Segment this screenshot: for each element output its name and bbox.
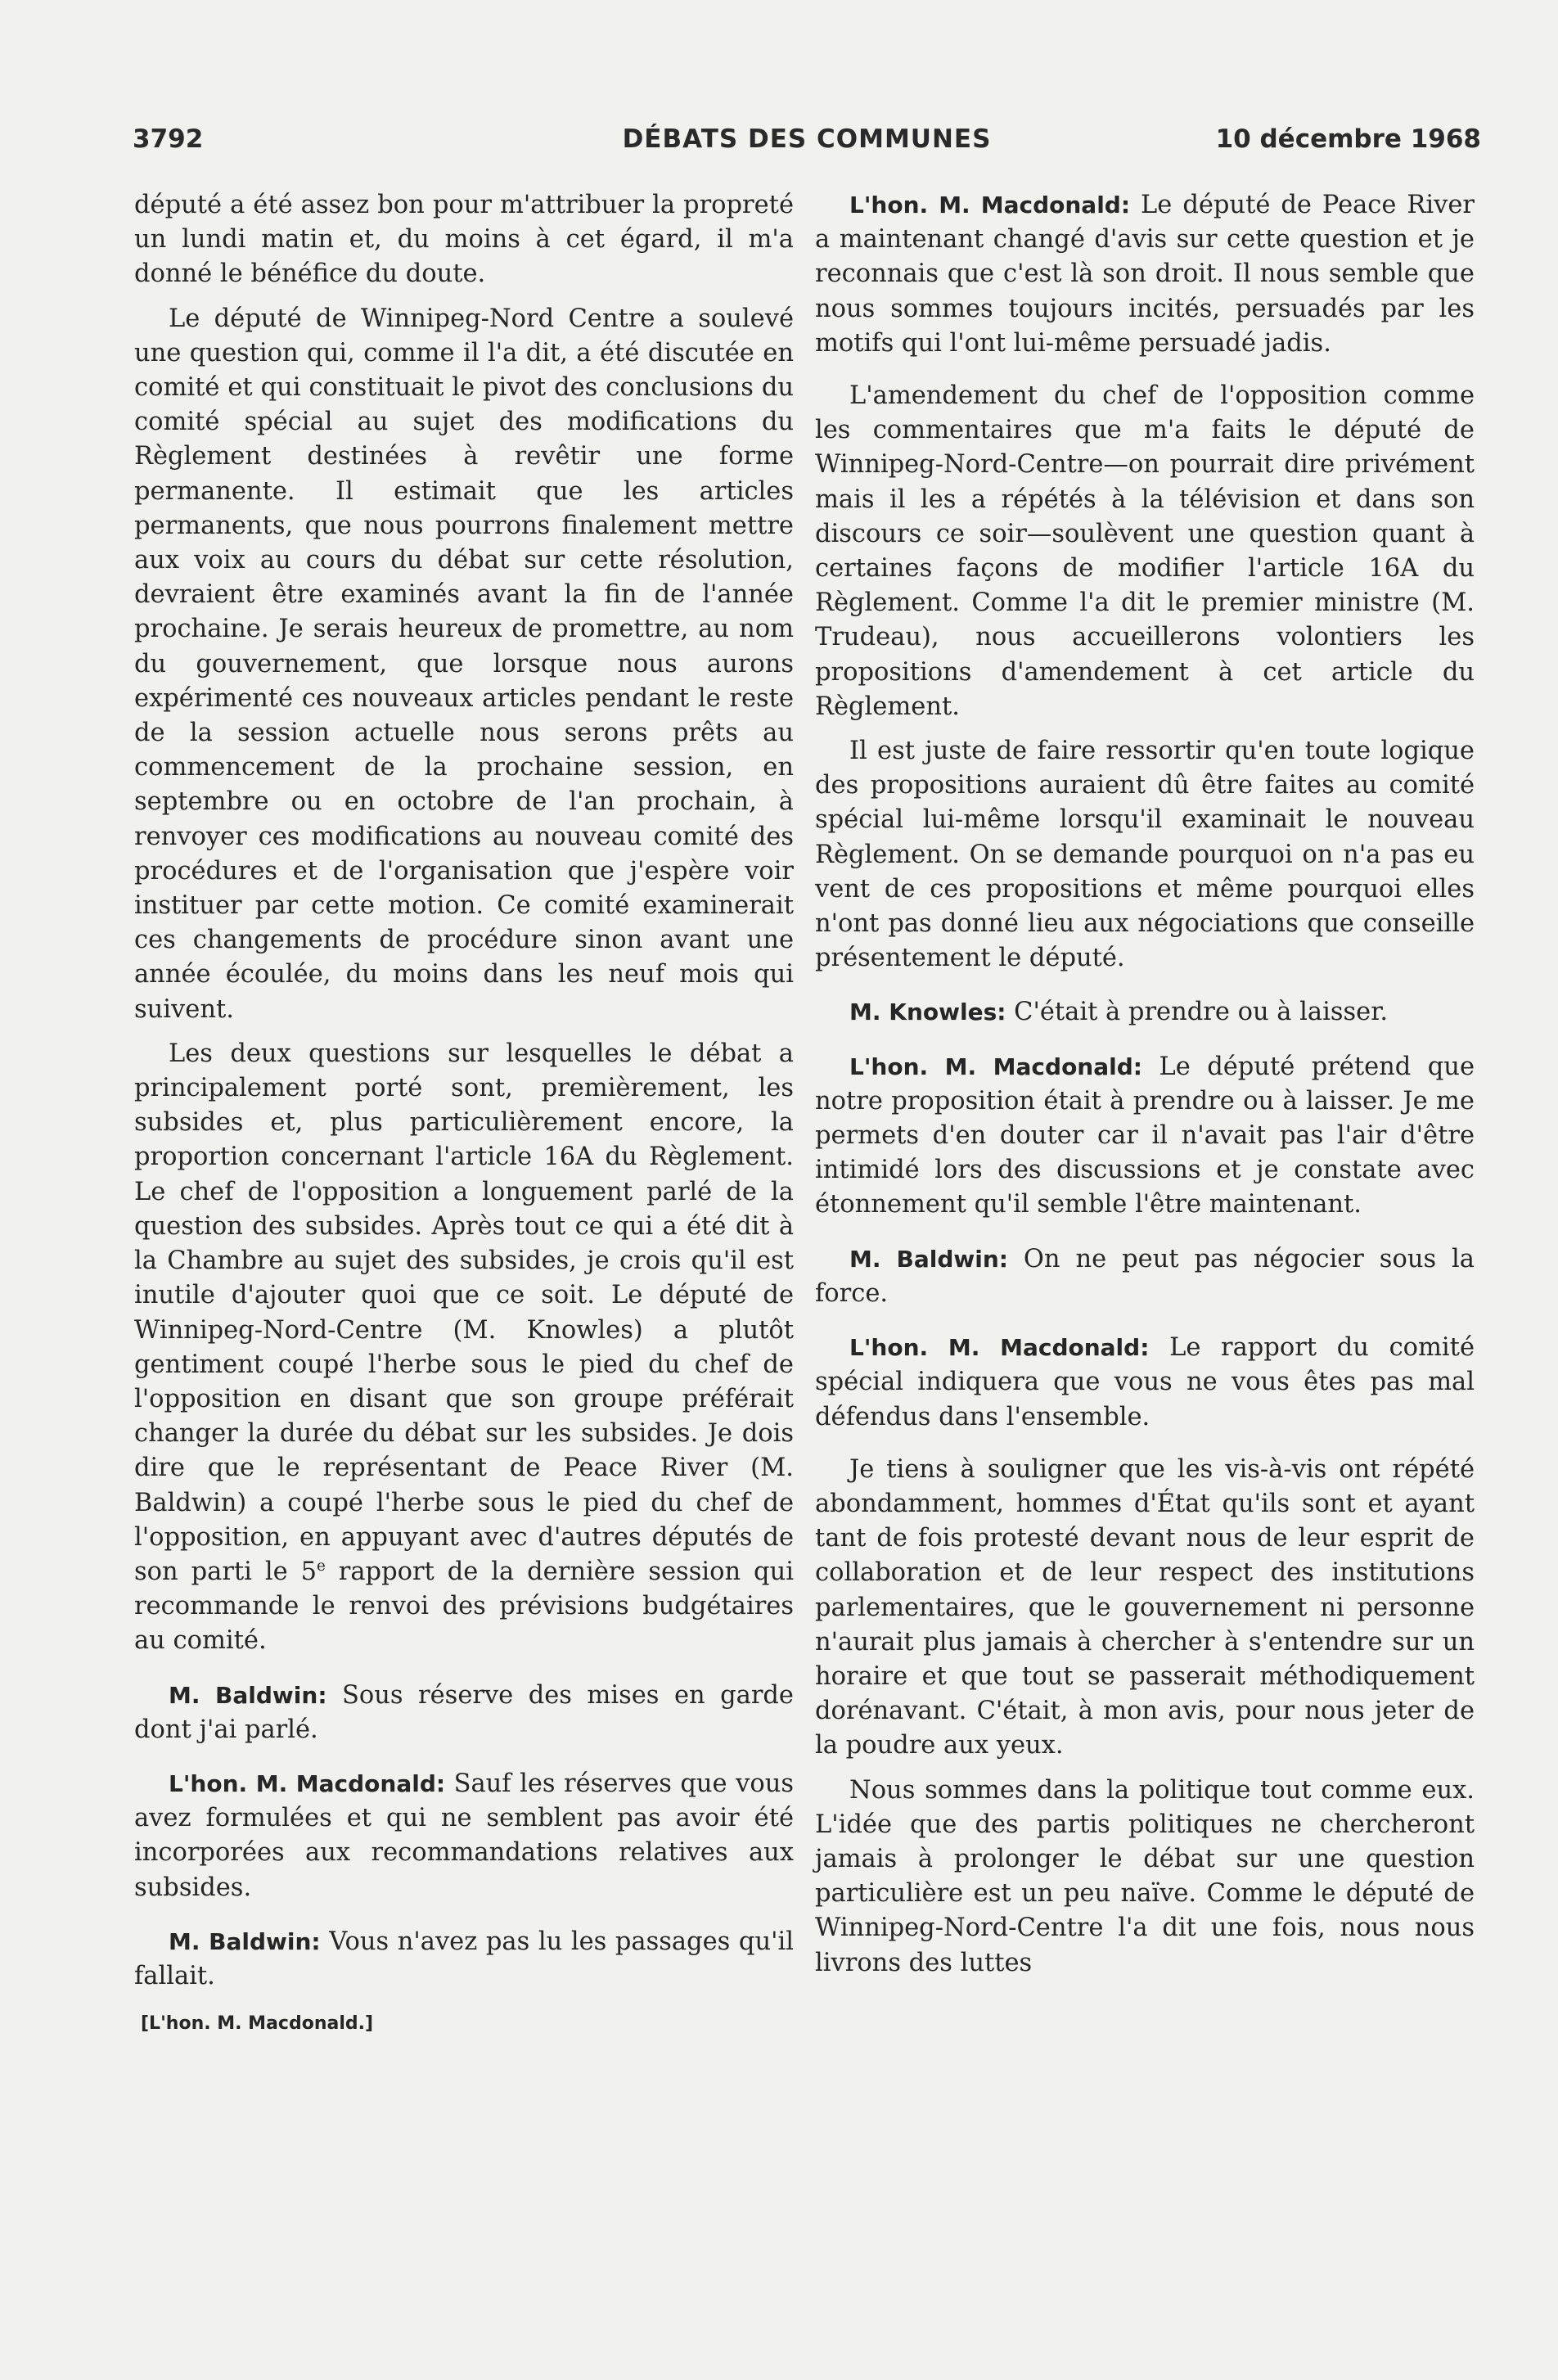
page-number: 3792 xyxy=(133,124,204,154)
paragraph-text: Les deux questions sur lesquelles le débat a principalement porté sont, premièrement, les subsides et, plus particulièrement encore, la proportion concernant l'article 16A du Règlement. Le chef de l'opposition a longuement parlé de la question des subsides. Après tout ce qui a été dit à la Chambre au sujet des subsides, je crois qu'il est inutile d'ajouter quoi que ce soit. Le député de Winnipeg-Nord-Centre (M. Knowles) a plutôt gentiment coupé l'herbe sous le pied du chef de l'opposition en disant que son groupe préférait changer la durée du débat sur les subsides. Je dois dire que le représentant de Peace River (M. Baldwin) a coupé l'herbe sous le pied du chef de l'opposition, en appuyant avec d'autres députés de son parti le 5 xyxy=(134,1039,794,1586)
speaker-name: M. Baldwin: xyxy=(169,1681,327,1709)
speech-text: Sauf les réserves que vous avez formulées et qui ne semblent pas avoir été incorporées aux recommandations relatives aux subsides. xyxy=(134,1769,794,1902)
speech xyxy=(134,1679,794,1747)
page-date: 10 décembre 1968 xyxy=(1215,124,1481,154)
speech xyxy=(134,1767,794,1905)
speech xyxy=(815,188,1475,361)
right-column xyxy=(815,188,1475,1990)
speech xyxy=(815,1050,1475,1223)
speaker-name: L'hon. M. Macdonald: xyxy=(849,1053,1142,1080)
speech-text: On ne peut pas négocier sous la force. xyxy=(815,1244,1475,1308)
speech-text: Le député de Peace River a maintenant changé d'avis sur cette question et je reconnais que c'est là son droit. Il nous semble que nous sommes toujours incités, persuadés par les motifs qui l'ont lui-même persuadé jadis. xyxy=(815,191,1475,358)
speech xyxy=(815,1242,1475,1311)
speaker-name: L'hon. M. Macdonald: xyxy=(169,1769,446,1797)
speech xyxy=(134,1925,794,1994)
speech-text: Le rapport du comité spécial indiquera que vous ne vous êtes pas mal défendus dans l'ensemble. xyxy=(815,1333,1475,1431)
publication-title: DÉBATS DES COMMUNES xyxy=(622,124,992,154)
paragraph: L'amendement du chef de l'opposition comme les commentaires que m'a faits le député de Winnipeg-Nord-Centre—on pourrait dire privément mais il les a répétés à la télévision et dans son discours ce soir—soulèvent une question quant à certaines façons de modifier l'article 16A du Règlement. Comme l'a dit le premier ministre (M. Trudeau), nous accueillerons volontiers les propositions d'amendement à cet article du Règlement. xyxy=(815,381,1475,721)
paragraph: Je tiens à souligner que les vis-à-vis ont répété abondamment, hommes d'État qu'ils sont et ayant tant de fois protesté devant nous de leur esprit de collaboration et de leur respect des institutions parlementaires, que le gouvernement ni personne n'aurait plus jamais à chercher à s'entendre sur un horaire et que tout se passerait méthodiquement dorénavant. C'était, à mon avis, pour nous jeter de la poudre aux yeux. xyxy=(815,1454,1475,1760)
paragraph: Le député de Winnipeg-Nord Centre a soulevé une question qui, comme il l'a dit, a été discutée en comité et qui constituait le pivot des conclusions du comité spécial au sujet des modifications du Règlement destinées à revêtir une forme permanente. Il estimait que les articles permanents, que nous pourrons finalement mettre aux voix au cours du débat sur cette résolution, devraient être examinés avant la fin de l'année prochaine. Je serais heureux de promettre, au nom du gouvernement, que lorsque nous aurons expérimenté ces nouveaux articles pendant le reste de la session actuelle nous serons prêts au commencement de la prochaine session, en septembre ou en octobre de l'an prochain, à renvoyer ces modifications au nouveau comité des procédures et de l'organisation que j'espère voir instituer par cette motion. Ce comité examinerait ces changements de procédure sinon avant une année écoulée, du moins dans les neuf mois qui suivent. xyxy=(134,304,794,1024)
speaker-name: M. Baldwin: xyxy=(169,1927,321,1955)
speech-text: C'était à prendre ou à laisser. xyxy=(1006,998,1389,1027)
speaker-name: M. Knowles: xyxy=(849,998,1006,1026)
speech xyxy=(815,995,1475,1030)
speaker-name: L'hon. M. Macdonald: xyxy=(849,192,1131,219)
paragraph: Il est juste de faire ressortir qu'en toute logique des propositions auraient dû être faites au comité spécial lui-même lorsqu'il examinait le nouveau Règlement. On se demande pourquoi on n'a pas eu vent de ces propositions et même pourquoi elles n'ont pas donné lieu aux négociations que conseille présentement le député. xyxy=(815,737,1475,973)
paragraph: député a été assez bon pour m'attribuer la propreté un lundi matin et, du moins à cet égard, il m'a donné le bénéfice du doute. xyxy=(134,191,794,289)
speaker-footer-note: [L'hon. M. Macdonald.] xyxy=(141,2013,374,2035)
speech xyxy=(815,1331,1475,1435)
page-header xyxy=(133,124,1481,165)
speech-text: Vous n'avez pas lu les passages qu'il fallait. xyxy=(134,1927,794,1990)
speaker-name: L'hon. M. Macdonald: xyxy=(849,1334,1150,1362)
speaker-name: M. Baldwin: xyxy=(849,1245,1008,1273)
speech-text: Le député prétend que notre proposition était à prendre ou à laisser. Je me permets d'en douter car il n'avait pas l'air d'être intimidé lors des discussions et je constate avec étonnement qu'il semble l'être maintenant. xyxy=(815,1052,1475,1219)
speech-text: Sous réserve des mises en garde dont j'ai parlé. xyxy=(134,1680,794,1744)
paragraph xyxy=(134,1037,794,1659)
left-column xyxy=(134,188,794,2036)
ordinal-suffix: e xyxy=(317,1557,326,1575)
paragraph: Nous sommes dans la politique tout comme eux. L'idée que des partis politiques ne chercheront jamais à prolonger le débat sur une question particulière est un peu naïve. Comme le député de Winnipeg-Nord-Centre l'a dit une fois, nous nous livrons des luttes xyxy=(815,1775,1475,1977)
paragraph-text: rapport de la dernière session qui recommande le renvoi des prévisions budgétaires au comité. xyxy=(134,1557,794,1656)
